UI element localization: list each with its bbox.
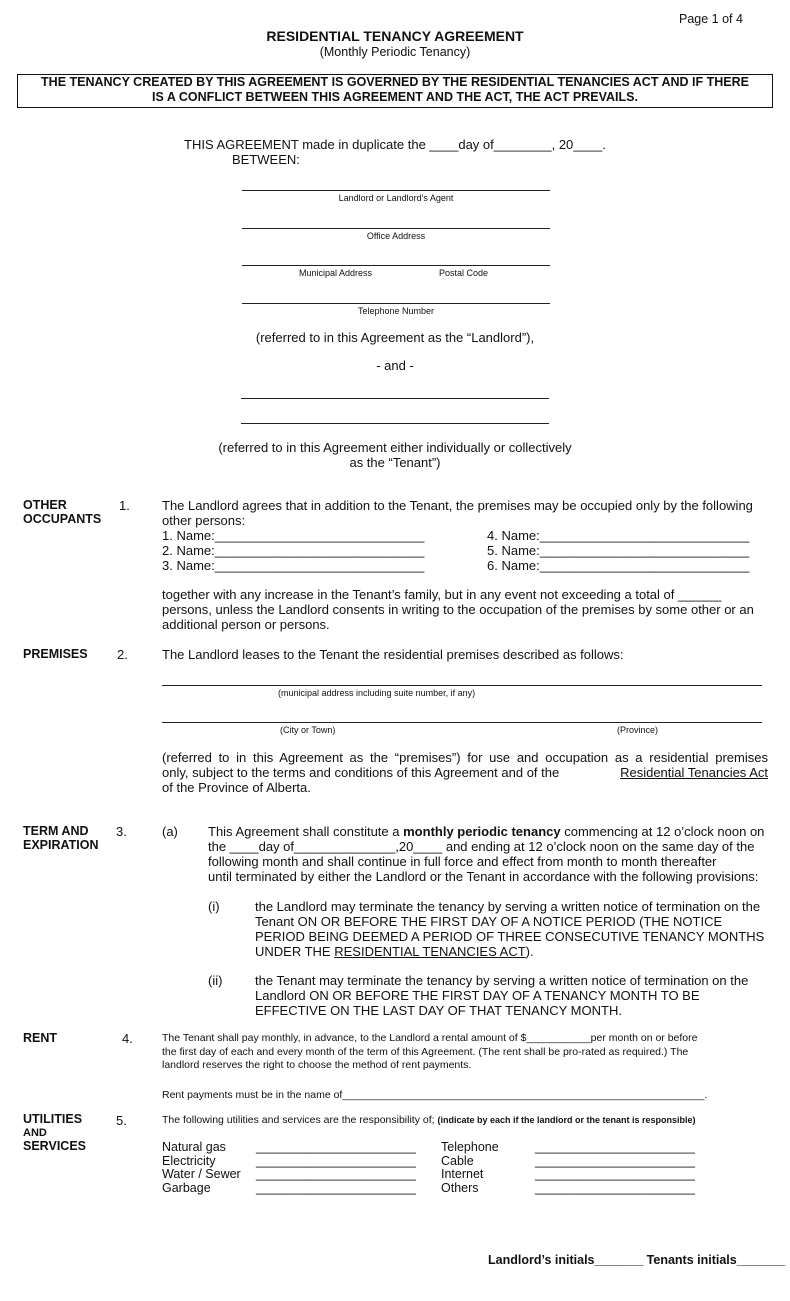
premises-address-label: (municipal address including suite number, if any)	[278, 688, 476, 698]
clause-i-text: the Landlord may terminate the tenancy by serving a written notice of termination on the Tenant ON OR BEFORE THE FIRST DAY OF A NOTICE PERIOD (THE NOTICE PERIOD BEING DEEMED A PERIOD OF THREE CONSECUTIVE TENANCY MONTHS UNDER THE RESIDENTIAL TENANCIES ACT).	[255, 899, 765, 959]
utilities-right-list	[441, 1141, 499, 1195]
occupants-text: The Landlord agrees that in addition to the Tenant, the premises may be occupied only by the following other persons:	[162, 498, 753, 528]
utility-blank: _______________________	[256, 1153, 416, 1168]
utility-blank: _______________________	[535, 1167, 695, 1181]
premises-paragraph: (referred to in this Agreement as the “premises”) for use and occupation as a residential premises only, subject to the terms and conditions of this Agreement and of the Residential Tenancies Act of the Province of Alberta.	[162, 750, 768, 795]
landlord-initials: Landlord’s initials_______	[488, 1253, 644, 1267]
premises-text: The Landlord leases to the Tenant the residential premises described as follows:	[162, 647, 624, 662]
utilities-intro: The following utilities and services are the responsibility of; (indicate by each if the landlord or the tenant is responsible)	[162, 1114, 696, 1126]
referred-tenant: as the “Tenant”)	[349, 455, 441, 470]
occupant-name-field: 1. Name:_____________________________	[162, 528, 425, 543]
occupants-limit-paragraph: together with any increase in the Tenant’s family, but in any event not exceeding a total of ______ persons, unless the Landlord consents in writing to the occupation of the premises by some other or an additional person or persons.	[162, 587, 754, 632]
utility-item: Telephone	[441, 1140, 499, 1154]
utility-blank: _______________________	[256, 1167, 416, 1181]
landlord-name-line	[242, 190, 550, 191]
utilities-left-list	[162, 1141, 241, 1195]
tenant-name-line	[241, 423, 549, 424]
occupant-name-field: 2. Name:_____________________________	[162, 543, 425, 558]
clause-ii-label: (ii)	[208, 973, 223, 988]
occupant-name-field: 5. Name:_____________________________	[487, 543, 750, 558]
clause-a-text: This Agreement shall constitute a monthly periodic tenancy commencing at 12 o’clock noon on the ____day of______________,20____ and ending at 12 o’clock noon on the same day of the following month and shall continue in full force and effect from month to month thereafter until terminated by either the Landlord or the Tenant in accordance with the following provisions:	[208, 824, 765, 884]
utility-item: Natural gas	[162, 1140, 226, 1154]
province-label: (Province)	[617, 725, 659, 735]
rent-payee-line: Rent payments must be in the name of______________________________________________________________.	[162, 1089, 708, 1101]
municipal-label: Municipal Address	[299, 268, 373, 278]
page-number: Page 1 of 4	[679, 12, 743, 26]
utilities-left-blanks	[256, 1141, 416, 1195]
section-number: 2.	[117, 647, 128, 662]
section-heading-occupants: OTHER OCCUPANTS	[23, 498, 102, 526]
section-number: 4.	[122, 1031, 133, 1046]
utility-item: Electricity	[162, 1153, 216, 1168]
occupant-names-left	[162, 528, 424, 573]
occupant-names-right	[487, 528, 749, 573]
utility-item: Cable	[441, 1153, 474, 1168]
utility-item: Water / Sewer	[162, 1167, 241, 1181]
residential-tenancies-act: Residential Tenancies Act	[620, 765, 768, 780]
page-title: RESIDENTIAL TENANCY AGREEMENT	[266, 28, 524, 44]
utility-item: Others	[441, 1180, 479, 1195]
utility-blank: _______________________	[535, 1153, 695, 1168]
section-heading-term: TERM AND EXPIRATION	[23, 824, 99, 852]
utilities-right-blanks	[535, 1141, 695, 1195]
municipal-address-line	[242, 265, 550, 266]
between-label: BETWEEN:	[232, 152, 300, 167]
tenant-name-line	[241, 398, 549, 399]
utility-blank: _______________________	[256, 1180, 416, 1195]
premises-city-line	[162, 722, 762, 723]
utility-blank: _______________________	[535, 1140, 695, 1154]
utility-blank: _______________________	[535, 1180, 695, 1195]
utility-blank: _______________________	[256, 1140, 416, 1154]
section-number: 3.	[116, 824, 127, 839]
section-heading-premises: PREMISES	[23, 647, 88, 661]
clause-ii-text: the Tenant may terminate the tenancy by serving a written notice of termination on the Landlord ON OR BEFORE THE FIRST DAY OF A TENANCY MONTH TO BE EFFECTIVE ON THE LAST DAY OF THAT TENANCY MONTH.	[255, 973, 749, 1018]
section-number: 5.	[116, 1113, 127, 1128]
initials-footer	[488, 1253, 785, 1267]
referred-landlord: (referred to in this Agreement as the “Landlord”),	[255, 330, 535, 345]
occupant-name-field: 4. Name:_____________________________	[487, 528, 750, 543]
clause-i-label: (i)	[208, 899, 220, 914]
section-heading-rent: RENT	[23, 1031, 58, 1045]
premises-address-line	[162, 685, 762, 686]
office-address-line	[242, 228, 550, 229]
clause-a-label: (a)	[162, 824, 178, 839]
postal-label: Postal Code	[439, 268, 489, 278]
landlord-label: Landlord or Landlord's Agent	[338, 193, 454, 203]
page-subtitle: (Monthly Periodic Tenancy)	[319, 45, 471, 59]
act-notice-line: THE TENANCY CREATED BY THIS AGREEMENT IS GOVERNED BY THE RESIDENTIAL TENANCIES ACT AND IF THERE	[41, 75, 749, 89]
act-notice-box	[17, 74, 773, 108]
telephone-label: Telephone Number	[357, 306, 435, 316]
utility-item: Internet	[441, 1167, 484, 1181]
tenant-initials: Tenants initials_______	[646, 1253, 786, 1267]
office-label: Office Address	[366, 231, 426, 241]
and-separator: - and -	[376, 358, 414, 373]
utility-item: Garbage	[162, 1180, 211, 1195]
occupant-name-field: 3. Name:_____________________________	[162, 558, 425, 573]
section-heading-utilities: UTILITIES AND SERVICES	[23, 1112, 86, 1153]
agreement-date-line: THIS AGREEMENT made in duplicate the ____day of________, 20____.	[184, 137, 606, 152]
act-notice-line: IS A CONFLICT BETWEEN THIS AGREEMENT AND THE ACT, THE ACT PREVAILS.	[152, 90, 638, 104]
occupant-name-field: 6. Name:_____________________________	[487, 558, 750, 573]
referred-tenant: (referred to in this Agreement either individually or collectively	[218, 440, 572, 455]
telephone-line	[242, 303, 550, 304]
rent-paragraph: The Tenant shall pay monthly, in advance, to the Landlord a rental amount of $___________per month on or before the first day of each and every month of the term of this Agreement. (The rent shall be pro-rated as required.) The landlord reserves the right to choose the method of rent payments.	[162, 1032, 698, 1071]
section-number: 1.	[119, 498, 130, 513]
city-label: (City or Town)	[280, 725, 336, 735]
